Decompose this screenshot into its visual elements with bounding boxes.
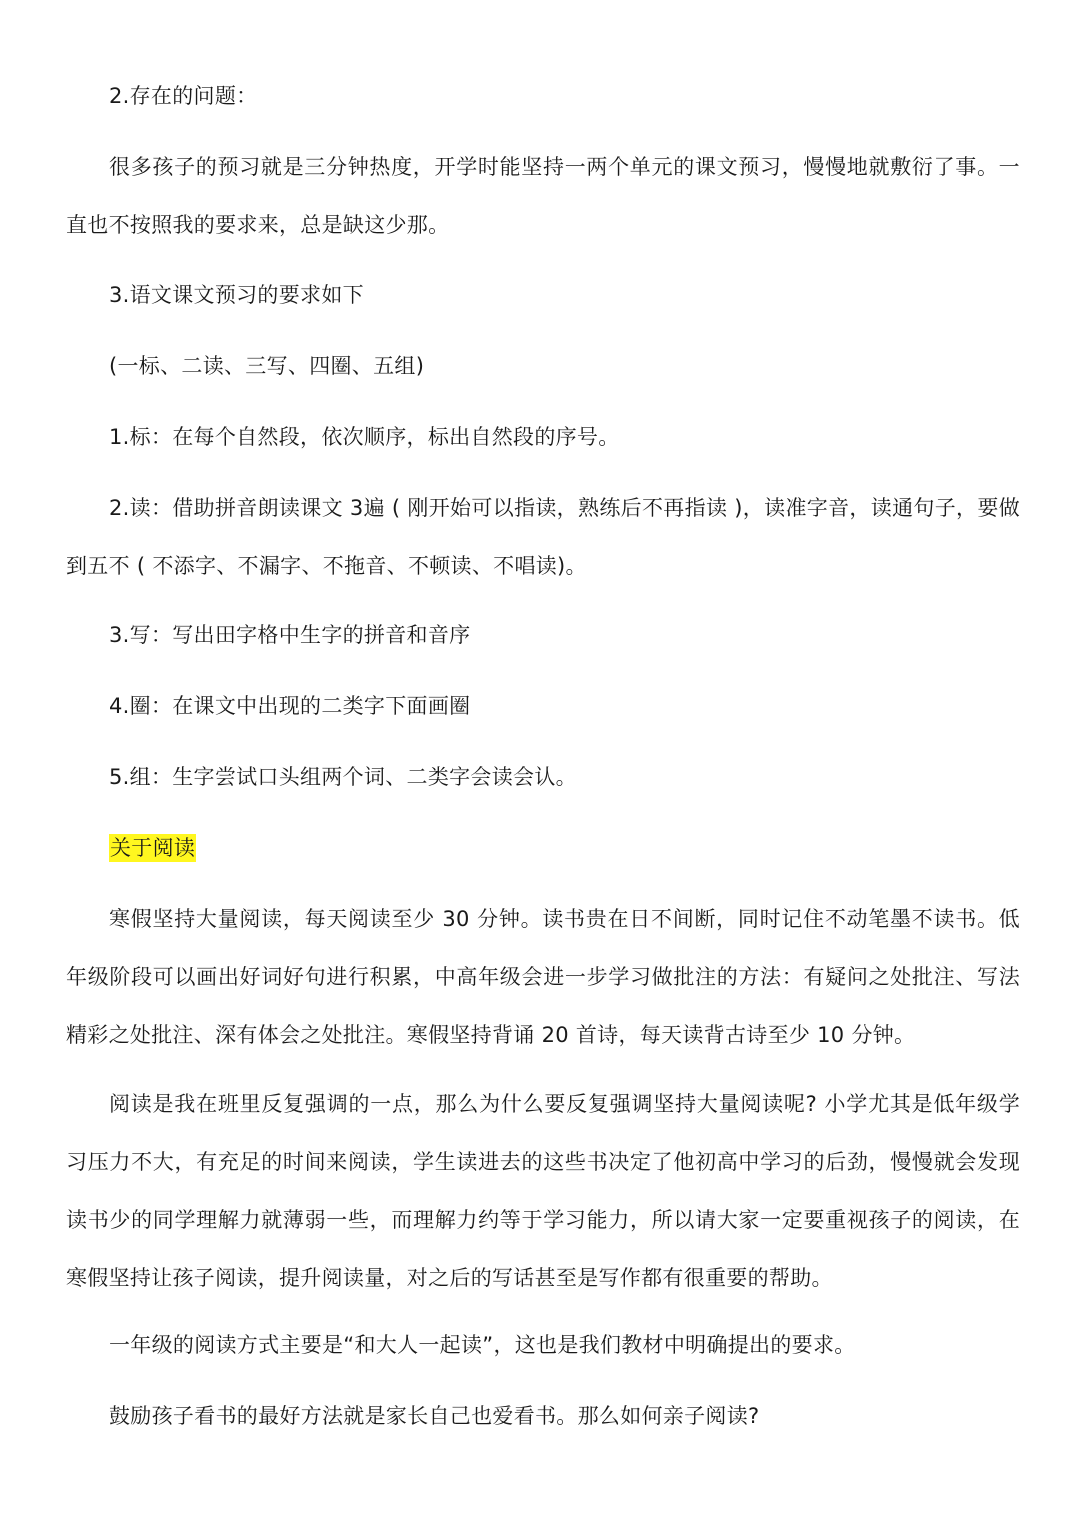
paragraph-step-circle: 4.圈：在课文中出现的二类字下面画圈 — [109, 694, 471, 718]
paragraph-why-reading: 阅读是我在班里反复强调的一点，那么为什么要反复强调坚持大量阅读呢? 小学尤其是低年级学习压力不大，有充足的时间来阅读，学生读进去的这些书决定了他初高中学习的后劲，慢慢就会发现读书少的同学理解力就薄弱一些，而理解力约等于学习能力，所以请大家一定要重视孩子的阅读，在寒假坚持让孩子阅读，提升阅读量，对之后的写话甚至是写作都有很重要的帮助。 — [66, 1092, 1020, 1290]
paragraph-reading-method: 一年级的阅读方式主要是“和大人一起读”，这也是我们教材中明确提出的要求。 — [109, 1333, 856, 1357]
paragraph-step-mark: 1.标：在每个自然段，依次顺序，标出自然段的序号。 — [109, 425, 620, 449]
paragraph-winter-reading: 寒假坚持大量阅读，每天阅读至少 30 分钟。读书贵在日不间断，同时记住不动笔墨不读书。低年级阶段可以画出好词好句进行积累，中高年级会进一步学习做批注的方法：有疑问之处批注、写法精彩之处批注、深有体会之处批注。寒假坚持背诵 20 首诗，每天读背古诗至少 10 分钟。 — [66, 907, 1020, 1047]
section-heading-reading — [66, 819, 1020, 877]
paragraph-requirements-summary: (一标、二读、三写、四圈、五组) — [109, 354, 425, 378]
paragraph-step-write: 3.写：写出田字格中生字的拼音和音序 — [109, 623, 471, 647]
paragraph-step-group: 5.组：生字尝试口头组两个词、二类字会读会认。 — [109, 765, 577, 789]
paragraph-step-read: 2.读：借助拼音朗读课文 3遍 ( 刚开始可以指读，熟练后不再指读 )，读准字音，读通句子，要做到五不 ( 不添字、不漏字、不拖音、不顿读、不唱读)。 — [66, 496, 1020, 578]
paragraph-requirements-heading: 3.语文课文预习的要求如下 — [109, 283, 364, 307]
paragraph-problems-heading: 2.存在的问题： — [109, 84, 258, 108]
highlighted-heading-text: 关于阅读 — [110, 836, 196, 860]
paragraph-parent-reading: 鼓励孩子看书的最好方法就是家长自己也爱看书。那么如何亲子阅读? — [109, 1404, 760, 1428]
paragraph-problems-body: 很多孩子的预习就是三分钟热度，开学时能坚持一两个单元的课文预习，慢慢地就敷衍了事。一直也不按照我的要求来，总是缺这少那。 — [66, 155, 1020, 237]
